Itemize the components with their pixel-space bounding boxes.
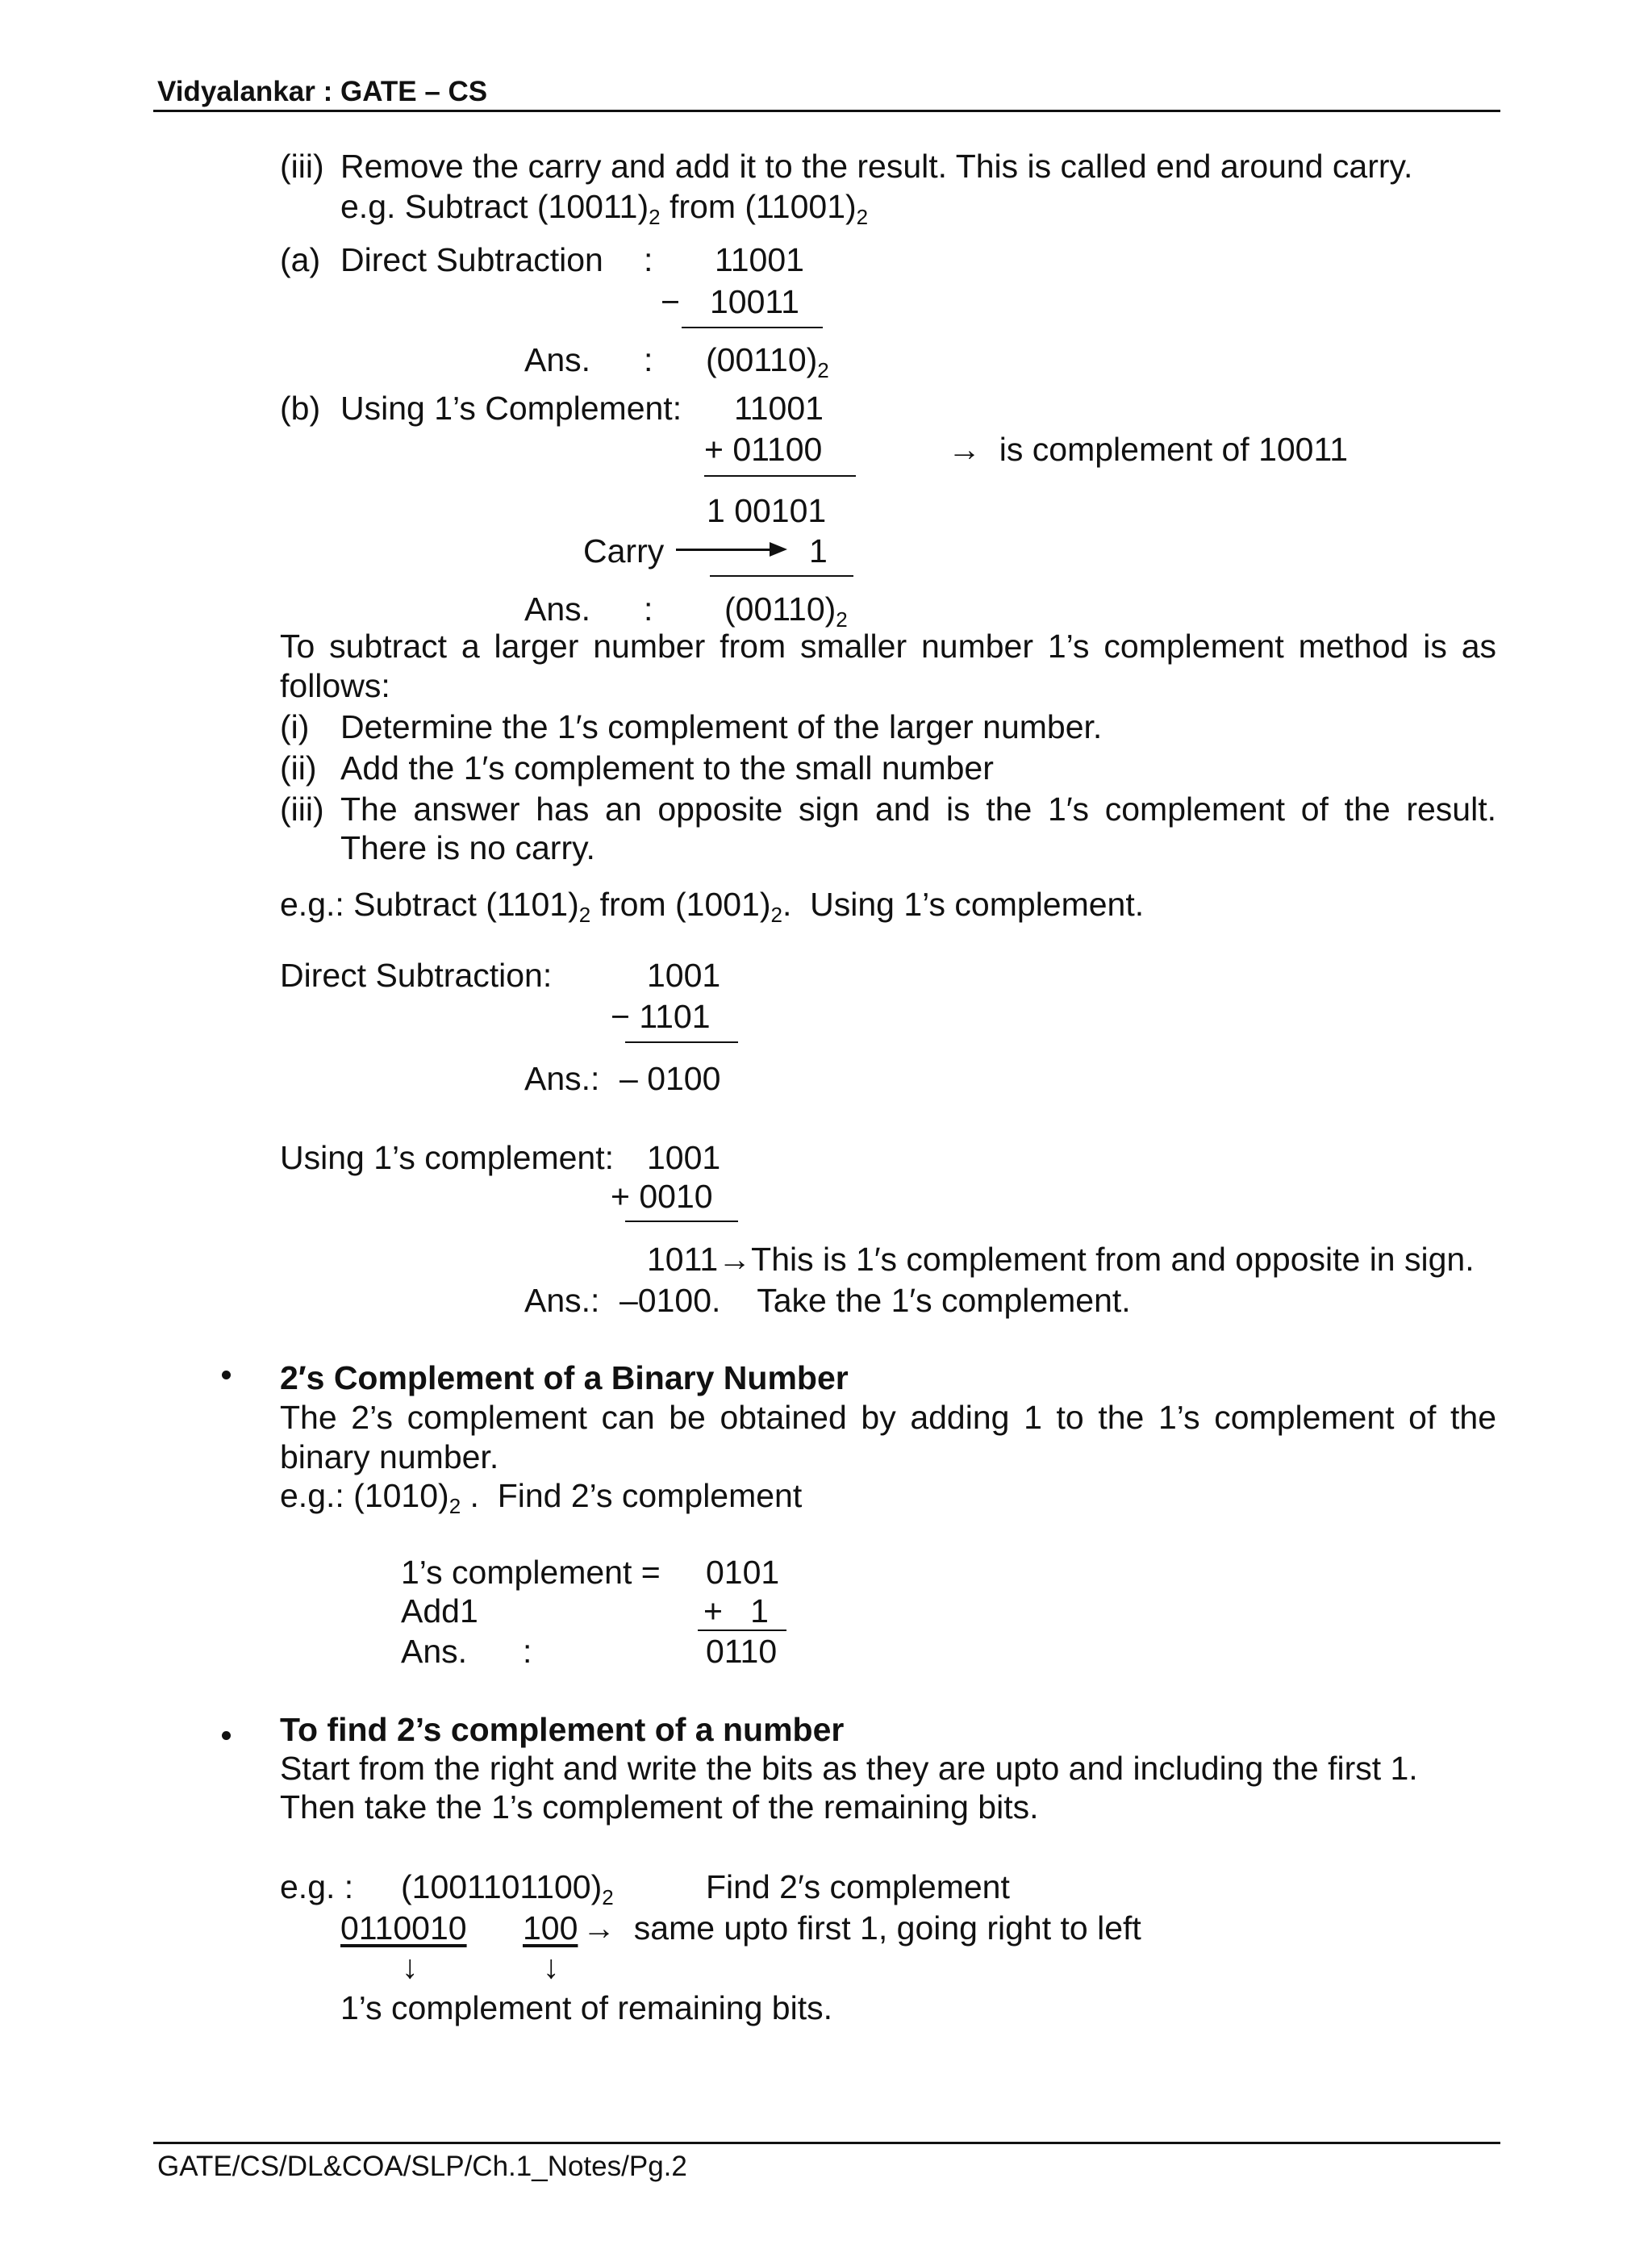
part-b-sum: 1 00101 <box>707 492 827 529</box>
footer-rule <box>153 2142 1500 2144</box>
part-b-note: → is complement of 10011 <box>948 431 1349 468</box>
ones2-result: 1011→This is 1′s complement from and opposite in sign. <box>647 1241 1475 1278</box>
ones2-ans-label: Ans.: <box>524 1282 600 1319</box>
step-iii-number: (iii) <box>280 148 324 185</box>
direct2-ans-value: – 0100 <box>620 1060 721 1097</box>
find2-eg-label: e.g. : <box>280 1868 354 1905</box>
direct2-title: Direct Subtraction: <box>280 957 553 994</box>
step-iii-example: e.g. Subtract $(10011)_2$ from $(11001)_2$ <box>340 188 869 229</box>
part-b-carry-value: 1 <box>809 532 828 570</box>
part-b-label: (b) <box>280 390 321 427</box>
header-rule <box>153 110 1500 112</box>
larger-step-2-text: Add the 1′s complement to the small number <box>340 749 994 787</box>
twos-line-1: The 2’s complement can be obtained by adding 1 to the 1’s complement of the <box>280 1399 1496 1436</box>
twos-row-1-value: 0101 <box>706 1554 780 1591</box>
direct2-ans-label: Ans.: <box>524 1060 600 1097</box>
larger-step-3-text: The answer has an opposite sign and is the 1′s complement of the result. <box>340 791 1496 828</box>
part-a-colon: : <box>644 241 653 278</box>
part-b-title: Using 1’s Complement: <box>340 390 682 427</box>
part-a-minus-sign: − <box>661 283 680 320</box>
part-b-ans-value: $(00110)_2$ <box>724 590 848 632</box>
page-header-title: Vidyalankar : GATE – CS <box>157 76 488 107</box>
page-footer-text: GATE/CS/DL&COA/SLP/Ch.1_Notes/Pg.2 <box>157 2151 687 2182</box>
find2-line-1: Start from the right and write the bits as they are upto and including the first 1. <box>280 1750 1418 1787</box>
larger-intro-line-2: follows: <box>280 667 390 704</box>
part-a-sum-rule <box>682 327 823 328</box>
find2-right-note: → same upto first 1, going right to left <box>582 1909 1141 1947</box>
twos-row-2-label: Add1 <box>401 1592 478 1630</box>
twos-row-3-colon: : <box>523 1633 532 1670</box>
larger-step-3-text-2: There is no carry. <box>340 829 595 866</box>
larger-step-3-num: (iii) <box>280 791 324 828</box>
ones2-title: Using 1’s complement: <box>280 1139 614 1176</box>
find2-heading: To find 2’s complement of a number <box>280 1711 845 1748</box>
larger-step-1-text: Determine the 1′s complement of the larger number. <box>340 708 1103 745</box>
twos-row-3-value: 0110 <box>706 1633 778 1670</box>
ones2-ans-value: –0100. Take the 1′s complement. <box>620 1282 1131 1319</box>
ones2-rule <box>625 1221 738 1222</box>
part-a-title: Direct Subtraction <box>340 241 603 278</box>
part-a-ans-colon: : <box>644 341 653 378</box>
find2-line-2: Then take the 1’s complement of the remaining bits. <box>280 1788 1039 1826</box>
part-b-sum-rule <box>704 475 856 477</box>
larger-step-2-num: (ii) <box>280 749 317 787</box>
direct2-rule <box>625 1041 738 1043</box>
part-b-ans-colon: : <box>644 590 653 628</box>
bullet-twos <box>222 1371 231 1379</box>
direct2-subtrahend: − 1101 <box>611 998 711 1035</box>
larger-example: e.g.: Subtract $(1101)_2$ from $(1001)_2$. Using 1’s complement. <box>280 886 1145 927</box>
find2-left-bits: 0110010 <box>340 1909 467 1947</box>
twos-row-3-label: Ans. <box>401 1633 468 1670</box>
twos-rule <box>698 1630 786 1631</box>
bullet-find-twos <box>222 1731 231 1740</box>
twos-row-1-label: 1’s complement = <box>401 1554 661 1591</box>
down-arrow-right-icon: ↓ <box>543 1948 560 1985</box>
part-b-ans-label: Ans. <box>524 590 591 628</box>
twos-example: e.g.: $(1010)_2$ . Find 2’s complement <box>280 1477 803 1518</box>
part-a-ans-value: $(00110)_2$ <box>706 341 829 382</box>
part-b-augend: 11001 <box>734 390 824 427</box>
carry-arrow-line <box>676 549 773 551</box>
larger-intro-line-1: To subtract a larger number from smaller number 1’s complement method is as <box>280 628 1496 665</box>
larger-step-1-num: (i) <box>280 708 310 745</box>
ones2-addend: + 0010 <box>611 1178 713 1215</box>
find2-right-bits: 100 <box>523 1909 578 1947</box>
twos-row-2-value: + 1 <box>703 1592 769 1630</box>
part-a-minuend: 11001 <box>715 241 804 278</box>
twos-heading: 2′s Complement of a Binary Number <box>280 1359 849 1396</box>
twos-line-2: binary number. <box>280 1438 499 1475</box>
find2-eg-value: $(1001101100)_2$ <box>401 1868 614 1909</box>
part-a-label: (a) <box>280 241 321 278</box>
direct2-minuend: 1001 <box>647 957 721 994</box>
carry-arrow-head <box>770 542 787 557</box>
find2-footer-note: 1’s complement of remaining bits. <box>340 1989 832 2026</box>
find2-eg-task: Find 2′s complement <box>706 1868 1010 1905</box>
ones2-augend: 1001 <box>647 1139 721 1176</box>
part-a-ans-label: Ans. <box>524 341 591 378</box>
down-arrow-left-icon: ↓ <box>402 1948 419 1985</box>
part-a-subtrahend: 10011 <box>710 283 799 320</box>
part-b-carry-label: Carry <box>583 532 665 570</box>
step-iii-text: Remove the carry and add it to the result. This is called end around carry. <box>340 148 1413 185</box>
part-b-addend: + 01100 <box>704 431 823 468</box>
part-b-carry-rule <box>710 575 853 577</box>
